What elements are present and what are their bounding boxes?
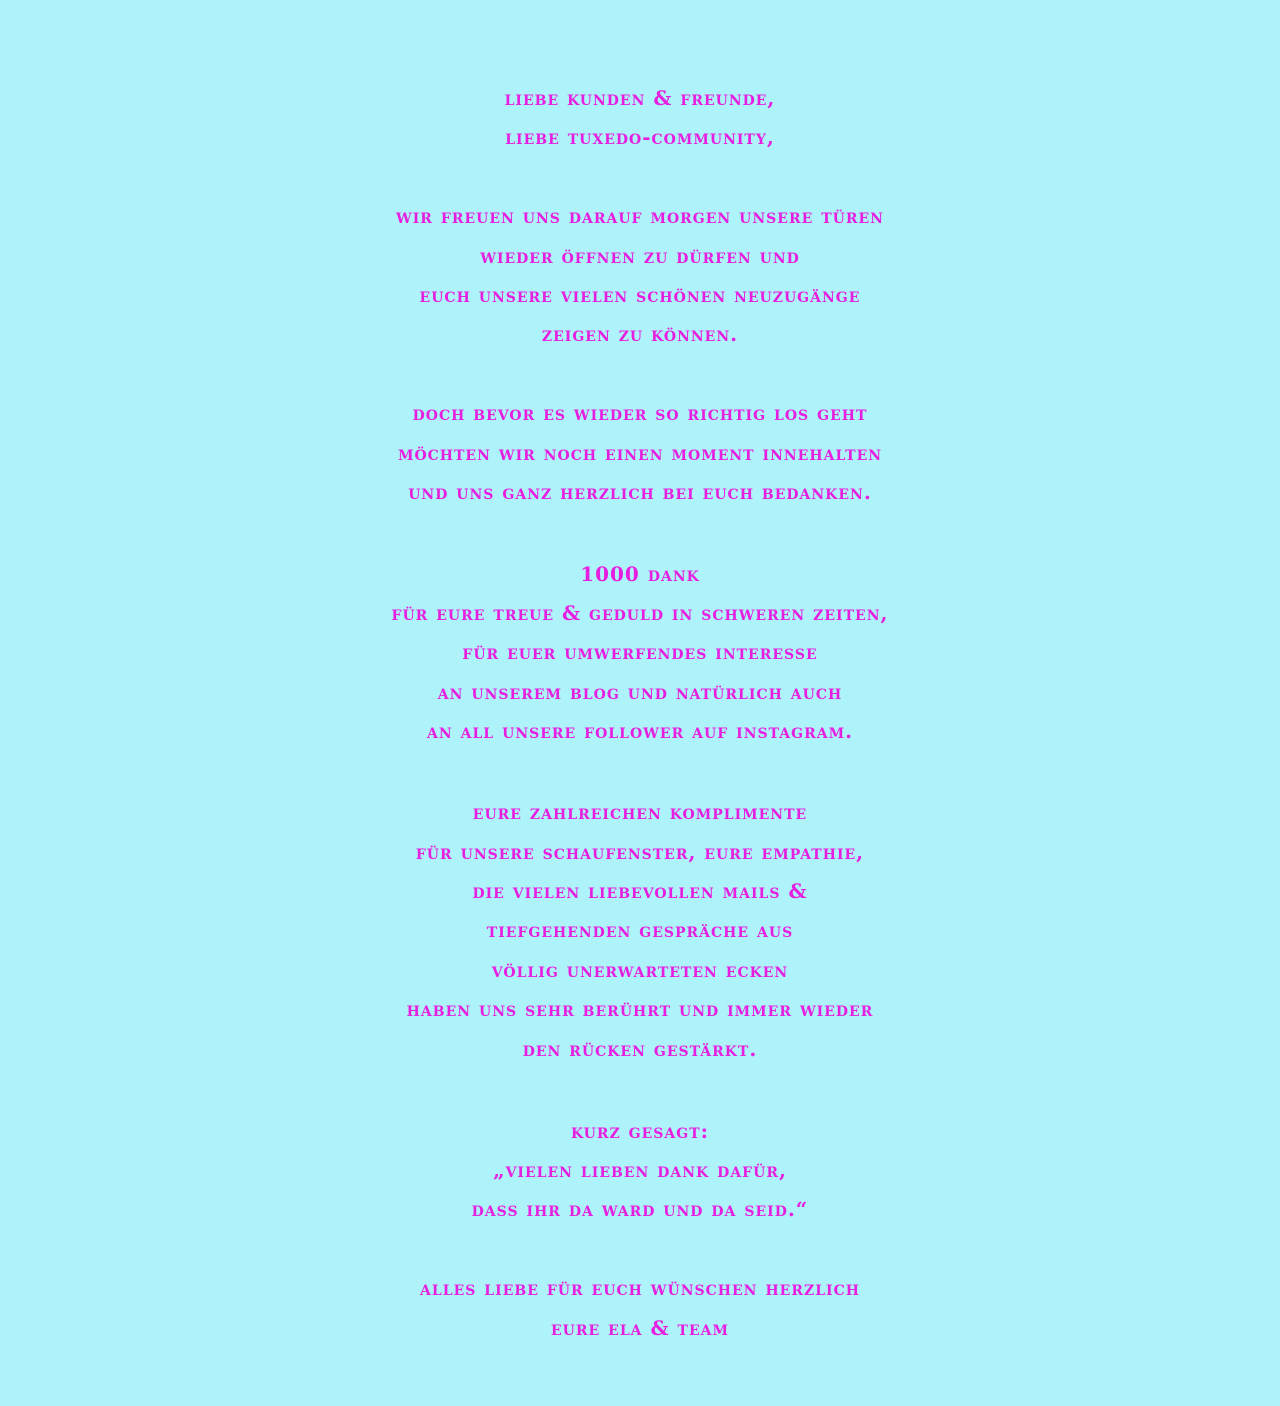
paragraph-4-line-3: die vielen liebevollen mails & (472, 879, 808, 903)
paragraph-1-line-2: wieder öffnen zu dürfen und (480, 244, 800, 268)
paragraph-1-line-3: euch unsere vielen schönen neuzugänge (419, 283, 861, 307)
closing-line-1: alles liebe für euch wünschen herzlich (420, 1276, 860, 1300)
paragraph-4-line-1: eure zahlreichen komplimente (472, 800, 808, 824)
paragraph-1-line-4: zeigen zu können. (541, 322, 739, 346)
paragraph-4-line-5: völlig unerwarteten ecken (491, 958, 789, 982)
paragraph-1-line-1: wir freuen uns darauf morgen unsere türen (396, 204, 884, 228)
greeting-line-2: liebe tuxedo-community, (505, 125, 775, 149)
paragraph-2-line-2: möchten wir noch einen moment innehalten (397, 441, 883, 465)
greeting-line-1: liebe kunden & freunde, (504, 86, 776, 110)
paragraph-5-line-3: dass ihr da ward und da seid.“ (471, 1197, 809, 1221)
signature: eure ela & team (551, 1316, 729, 1340)
paragraph-4-line-4: tiefgehenden gespräche aus (486, 918, 794, 942)
paragraph-3-line-1: 1000 dank (580, 562, 700, 586)
paragraph-4-line-7: den rücken gestärkt. (522, 1037, 758, 1061)
paragraph-3-line-5: an all unsere follower auf instagram. (426, 719, 854, 743)
paragraph-3-line-2: für eure treue & geduld in schweren zeiten, (391, 601, 889, 625)
paragraph-3-line-4: an unserem blog und natürlich auch (437, 680, 843, 704)
paragraph-2-line-1: doch bevor es wieder so richtig los geht (412, 401, 868, 425)
paragraph-2-line-3: und uns ganz herzlich bei euch bedanken. (408, 480, 872, 504)
paragraph-5-line-1: kurz gesagt: (570, 1119, 710, 1143)
paragraph-3-line-3: für euer umwerfendes interesse (462, 640, 818, 664)
paragraph-4-line-2: für unsere schaufenster, eure empathie, (415, 840, 865, 864)
paragraph-5-line-2: „vielen lieben dank dafür, (493, 1158, 787, 1182)
paragraph-4-line-6: haben uns sehr berührt und immer wieder (406, 997, 874, 1021)
